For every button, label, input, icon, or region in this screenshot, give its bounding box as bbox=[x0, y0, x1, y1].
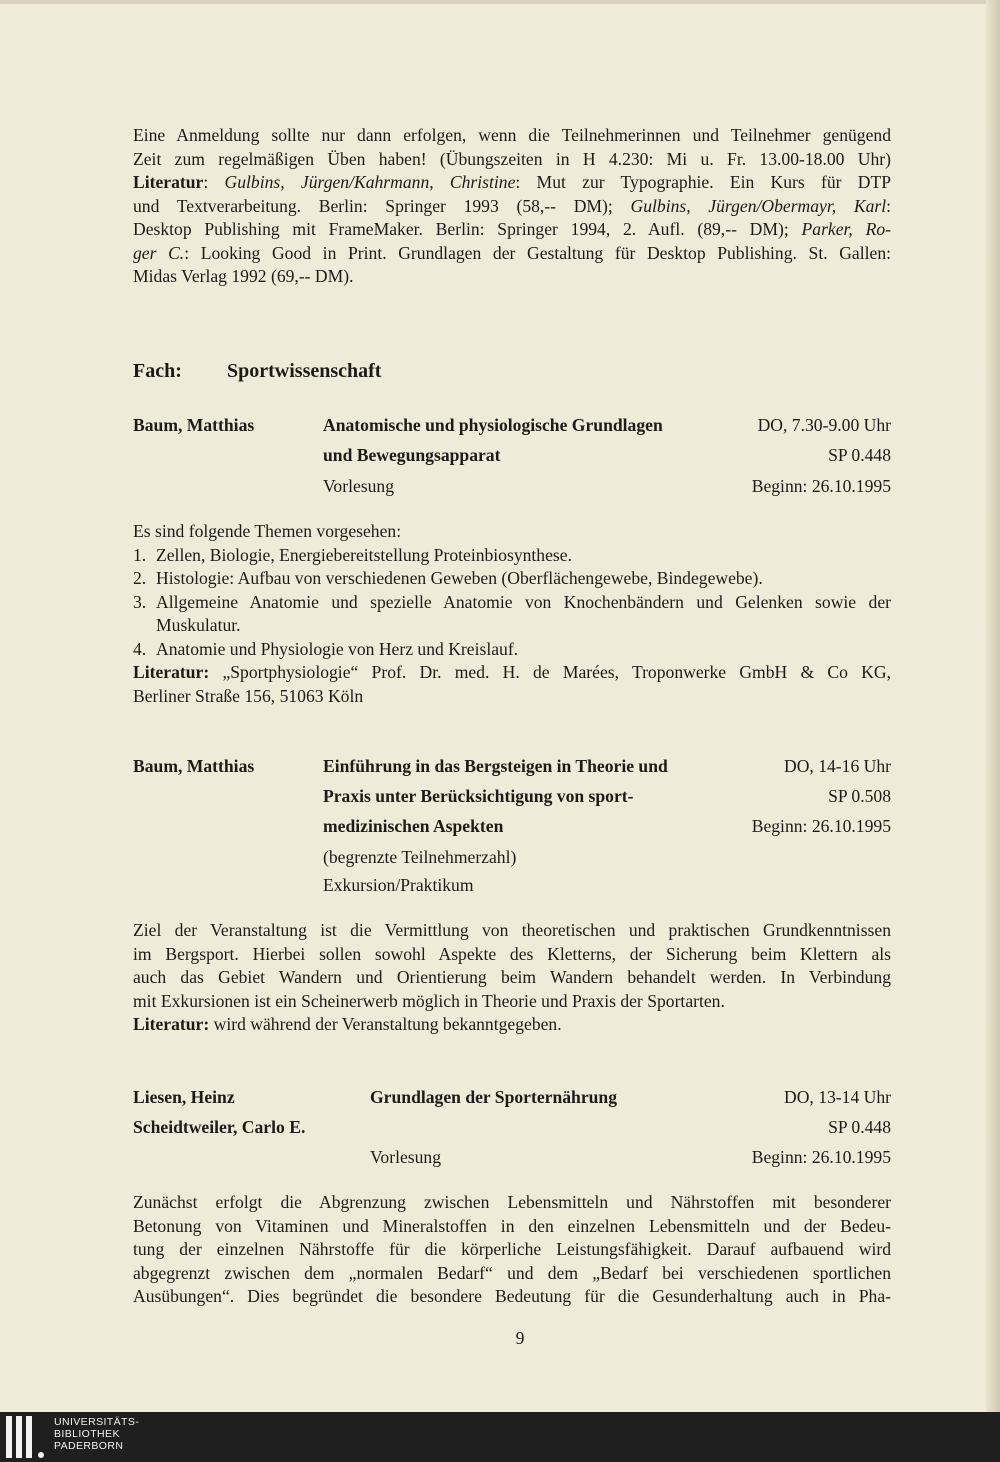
library-logo-dot-icon bbox=[38, 1452, 44, 1458]
course3-room: SP 0.448 bbox=[828, 1117, 891, 1137]
intro-line: Eine Anmeldung sollte nur dann erfolgen, wenn die Teilnehmerinnen und Teilnehmer genügend bbox=[133, 125, 891, 145]
description-line: abgegrenzt zwischen dem „normalen Bedarf“ und dem „Bedarf bei verschiedenen sportlichen bbox=[133, 1262, 891, 1283]
course1-topics-intro: Es sind folgende Themen vorgesehen: bbox=[133, 521, 402, 541]
course2-lecturer: Baum, Matthias bbox=[133, 756, 255, 776]
course3-title: Grundlagen der Sporternährung bbox=[370, 1087, 617, 1107]
course1-type: Vorlesung bbox=[323, 476, 395, 496]
list-item: 2. Histologie: Aufbau von verschiedenen Geweben (Oberflächengewebe, Bindegewebe). bbox=[133, 568, 763, 588]
course3-start: Beginn: 26.10.1995 bbox=[751, 1147, 891, 1167]
literature-label: Literatur: bbox=[133, 662, 210, 682]
course1-time: DO, 7.30-9.00 Uhr bbox=[757, 415, 891, 435]
course3-description bbox=[133, 1191, 891, 1309]
intro-literature-line: Desktop Publishing mit FrameMaker. Berlin: Springer 1994, 2. Aufl. (89,-- DM); Parker, Ro- bbox=[133, 219, 891, 239]
subject-name: Sportwissenschaft bbox=[227, 360, 382, 382]
course1-topics-list bbox=[133, 544, 891, 662]
list-item: 3. Allgemeine Anatomie und spezielle Anatomie von Knochenbändern und Gelenken sowie der Muskulatur. bbox=[133, 591, 891, 635]
description-line: Ziel der Veranstaltung ist die Vermittlung von theoretischen und praktischen Grundkenntnissen bbox=[133, 920, 891, 940]
description-line: tung der einzelnen Nährstoffe für die körperliche Leistungsfähigkeit. Darauf aufbauend wird bbox=[133, 1239, 891, 1259]
description-line: im Bergsport. Hierbei sollen sowohl Aspekte des Kletterns, der Sicherung beim Klettern als bbox=[133, 943, 891, 964]
intro-paragraph bbox=[133, 124, 891, 289]
library-logo-text: UNIVERSITÄTS- BIBLIOTHEK PADERBORN bbox=[54, 1416, 140, 1452]
page-top-edge bbox=[0, 0, 1000, 4]
course1-title: und Bewegungsapparat bbox=[323, 445, 501, 465]
library-footer bbox=[0, 1412, 1000, 1462]
course2-type: Exkursion/Praktikum bbox=[323, 875, 474, 895]
subject-label: Fach: bbox=[133, 360, 182, 382]
page-number: 9 bbox=[515, 1328, 525, 1348]
list-item: 4. Anatomie und Physiologie von Herz und Kreislauf. bbox=[133, 638, 519, 659]
course1-lecturer: Baum, Matthias bbox=[133, 415, 255, 435]
intro-literature-line: ger C.: Looking Good in Print. Grundlagen der Gestaltung für Desktop Publishing. St. Gallen: bbox=[133, 242, 892, 263]
course2-literature: Literatur: wird während der Veranstaltung bekanntgegeben. bbox=[133, 1014, 562, 1034]
intro-line: Zeit zum regelmäßigen Üben haben! (Übungszeiten in H 4.230: Mi u. Fr. 13.00-18.00 Uhr) bbox=[133, 148, 891, 169]
description-line: Ausübungen“. Dies begründet die besondere Bedeutung für die Gesunderhaltung auch in Pha- bbox=[133, 1286, 891, 1306]
course2-room: SP 0.508 bbox=[828, 786, 891, 806]
page-right-edge bbox=[986, 0, 1000, 1412]
course3-lecturer: Liesen, Heinz bbox=[133, 1087, 235, 1107]
course1-room: SP 0.448 bbox=[828, 445, 891, 465]
description-line: Zunächst erfolgt die Abgrenzung zwischen Lebensmitteln und Nährstoffen mit besonderer bbox=[133, 1192, 891, 1212]
course2-title: Praxis unter Berücksichtigung von sport- bbox=[323, 786, 634, 806]
course3-time: DO, 13-14 Uhr bbox=[783, 1087, 891, 1107]
course3-type: Vorlesung bbox=[370, 1147, 442, 1167]
library-logo-icon bbox=[6, 1416, 36, 1458]
course2-time: DO, 14-16 Uhr bbox=[783, 756, 891, 776]
intro-literature-line: Midas Verlag 1992 (69,-- DM). bbox=[133, 266, 354, 286]
course1-title: Anatomische und physiologische Grundlagen bbox=[323, 415, 663, 435]
course3-lecturer: Scheidtweiler, Carlo E. bbox=[133, 1117, 306, 1137]
literature-label: Literatur bbox=[133, 172, 204, 192]
course2-start: Beginn: 26.10.1995 bbox=[751, 816, 891, 836]
course2-note: (begrenzte Teilnehmerzahl) bbox=[323, 847, 517, 867]
description-line: mit Exkursionen ist ein Scheinerwerb möglich in Theorie und Praxis der Sportarten. bbox=[133, 990, 725, 1011]
subject-heading bbox=[133, 360, 382, 383]
course1-start: Beginn: 26.10.1995 bbox=[751, 476, 891, 496]
intro-literature-line: Literatur: Gulbins, Jürgen/Kahrmann, Christine: Mut zur Typographie. Ein Kurs für DTP bbox=[133, 172, 892, 192]
literature-label: Literatur: bbox=[133, 1014, 210, 1034]
description-line: Betonung von Vitaminen und Mineralstoffen in den einzelnen Lebensmitteln und der Bedeu- bbox=[133, 1215, 891, 1236]
course1-literature: Literatur: „Sportphysiologie“ Prof. Dr. med. H. de Marées, Troponwerke GmbH & Co KG, Berliner Straße 156, 51063 Köln bbox=[133, 662, 891, 706]
course2-description bbox=[133, 919, 891, 1037]
course2-title: medizinischen Aspekten bbox=[323, 816, 504, 836]
course1-description bbox=[133, 520, 891, 708]
description-line: auch das Gebiet Wandern und Orientierung beim Wandern behandelt werden. In Verbindung bbox=[133, 967, 891, 987]
course2-title: Einführung in das Bergsteigen in Theorie und bbox=[323, 756, 668, 776]
intro-literature-line: und Textverarbeitung. Berlin: Springer 1993 (58,-- DM); Gulbins, Jürgen/Obermayr, Karl: bbox=[133, 195, 891, 216]
list-item: 1. Zellen, Biologie, Energiebereitstellung Proteinbiosynthese. bbox=[133, 544, 572, 565]
